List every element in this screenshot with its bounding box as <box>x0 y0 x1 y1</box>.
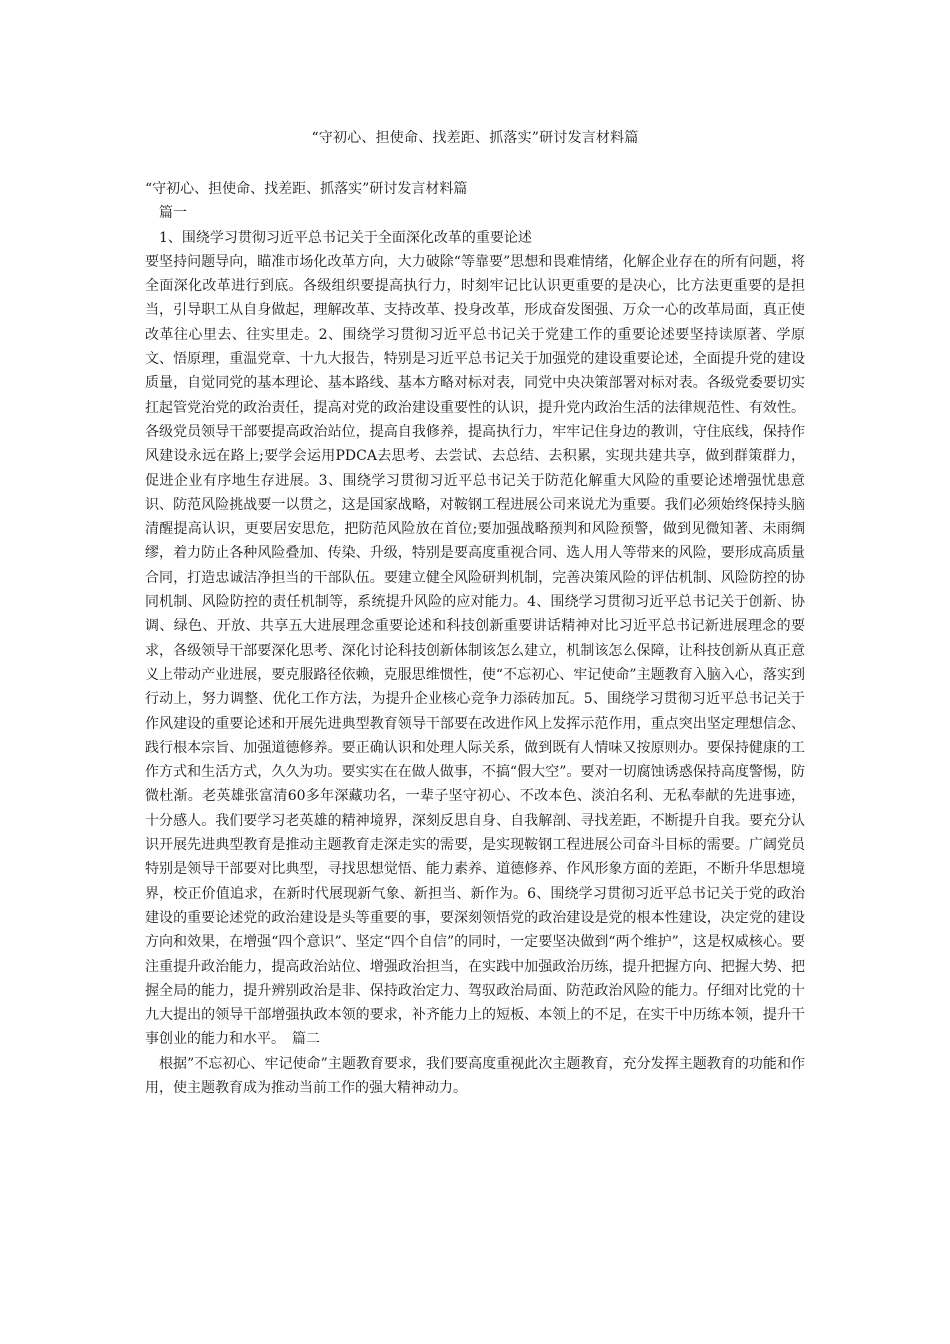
document-subtitle: “守初心、担使命、找差距、抓落实”研讨发言材料篇 <box>145 181 468 197</box>
body-paragraph: 要坚持问题导向，瞄准市场化改革方向，大力破除“等靠要”思想和畏难情绪，化解企业存在的所有问题，将全面深化改革进行到底。各级组织要提高执行力，时刻牢记比认识更重要的是决心，比方法更重要的是担当，引导职工从自身做起，理解改革、支持改革、投身改革，形成奋发图强、万众一心的改革局面，真正使改革往心里去、往实里走。2、围绕学习贯彻习近平总书记关于党建工作的重要论述要坚持读原著、学原文、悟原理，重温党章、十九大报告，特别是习近平总书记关于加强党的建设重要论述，全面提升党的建设质量，自觉同党的基本理论、基本路线、基本方略对标对表，同党中央决策部署对标对表。各级党委要切实扛起管党治党的政治责任，提高对党的政治建设重要性的认识，提升党内政治生活的法律规范性、有效性。各级党员领导干部要提高政治站位，提高自我修养，提高执行力，牢牢记住身边的教训，守住底线，保持作风建设永远在路上;要学会运用PDCA去思考、去尝试、去总结、去积累，实现共建共享，做到群策群力，促进企业有序地生存进展。3、围绕学习贯彻习近平总书记关于防范化解重大风险的重要论述增强忧患意识、防范风险挑战要一以贯之，这是国家战略，对鞍钢工程进展公司来说尤为重要。我们必须始终保持头脑清醒提高认识，更要居安思危，把防范风险放在首位;要加强战略预判和风险预警，做到见微知著、未雨绸缪，着力防止各种风险叠加、传染、升级，特别是要高度重视合同、选人用人等带来的风险，要形成高质量合同，打造忠诚洁净担当的干部队伍。要建立健全风险研判机制，完善决策风险的评估机制、风险防控的协同机制、风险防控的责任机制等，系统提升风险的应对能力。4、围绕学习贯彻习近平总书记关于创新、协调、绿色、开放、共享五大进展理念重要论述和科技创新重要讲话精神对比习近平总书记新进展理念的要求，各级领导干部要深化思考、深化讨论科技创新体制该怎么建立，机制该怎么保障，让科技创新从真正意义上带动产业进展，要克服路径依赖，克服思维惯性，使“不忘初心、牢记使命”主题教育入脑入心，落实到行动上，努力调整、优化工作方法，为提升企业核心竞争力添砖加瓦。5、围绕学习贯彻习近平总书记关于作风建设的重要论述和开展先进典型教育领导干部要在改进作风上发挥示范作用，重点突出坚定理想信念、践行根本宗旨、加强道德修养。要正确认识和处理人际关系，做到既有人情味又按原则办。要保持健康的工作方式和生活方式，久久为功。要实实在在做人做事，不搞“假大空”。要对一切腐蚀诱惑保持高度警惕，防微杜渐。老英雄张富清60多年深藏功名，一辈子坚守初心、不改本色、淡泊名利、无私奉献的先进事迹，十分感人。我们要学习老英雄的精神境界，深刻反思自身、自我解剖、寻找差距，不断提升自我。要充分认识开展先进典型教育是推动主题教育走深走实的需要，是实现鞍钢工程进展公司奋斗目标的需要。广阔党员特别是领导干部要对比典型，寻找思想觉悟、能力素养、道德修养、作风形象方面的差距，不断升华思想境界，校正价值追求，在新时代展现新气象、新担当、新作为。6、围绕学习贯彻习近平总书记关于党的政治建设的重要论述党的政治建设是头等重要的事，要深刻领悟党的政治建设是党的根本性建设，决定党的建设方向和效果，在增强“四个意识”、坚定“四个自信”的同时，一定要坚决做到“两个维护”，这是权威核心。要注重提升政治能力，提高政治站位、增强政治担当，在实践中加强政治历练，提升把握方向、把握大势、把握全局的能力，提升辨别政治是非、保持政治定力、驾驭政治局面、防范政治风险的能力。仔细对比党的十九大提出的领导干部增强执政本领的要求，补齐能力上的短板、本领上的不足，在实干中历练本领，提升干事创业的能力和水平。 篇二 <box>145 253 805 1048</box>
part-one-label: 篇一 <box>159 205 187 222</box>
document-content <box>145 177 805 1100</box>
section-one-heading: 1、围绕学习贯彻习近平总书记关于全面深化改革的重要论述 <box>159 229 532 246</box>
document-title: “守初心、担使命、找差距、抓落实”研讨发言材料篇 <box>311 130 639 146</box>
final-paragraph: 根据”不忘初心、牢记使命”主题教育要求，我们要高度重视此次主题教育，充分发挥主题教育的功能和作用，使主题教育成为推动当前工作的强大精神动力。 <box>145 1055 805 1096</box>
